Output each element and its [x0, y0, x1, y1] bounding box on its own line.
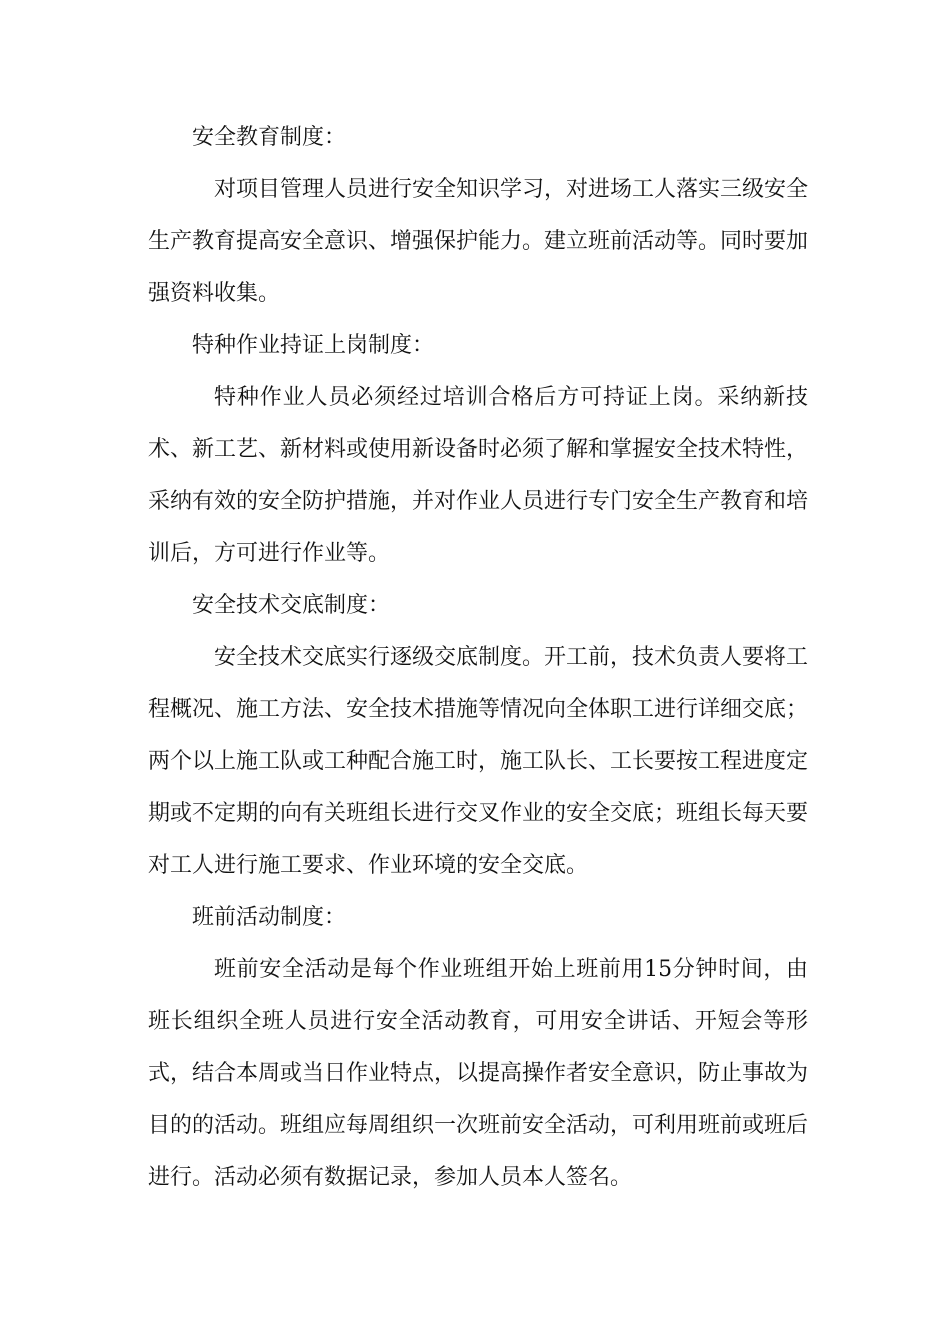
section-safety-education: [148, 112, 808, 320]
section-paragraph: 班前安全活动是每个作业班组开始上班前用15分钟时间，由班长组织全班人员进行安全活动教育，可用安全讲话、开短会等形式，结合本周或当日作业特点，以提高操作者安全意识，防止事故为目的的活动。班组应每周组织一次班前安全活动，可利用班前或班后进行。活动必须有数据记录，参加人员本人签名。: [148, 957, 809, 1190]
section-paragraph: 安全技术交底实行逐级交底制度。开工前，技术负责人要将工程概况、施工方法、安全技术措施等情况向全体职工进行详细交底；两个以上施工队或工种配合施工时，施工队长、工长要按工程进度定期或不定期的向有关班组长进行交叉作业的安全交底；班组长每天要对工人进行施工要求、作业环境的安全交底。: [148, 645, 809, 878]
document-body: [148, 112, 808, 1204]
section-pre-shift-activity: [148, 892, 808, 1204]
section-heading: 班前活动制度：: [192, 905, 347, 930]
section-heading: 特种作业持证上岗制度：: [192, 333, 435, 358]
section-safety-technical-briefing: [148, 580, 808, 892]
section-special-operation-certification: [148, 320, 808, 580]
section-paragraph: 特种作业人员必须经过培训合格后方可持证上岗。采纳新技术、新工艺、新材料或使用新设备时必须了解和掌握安全技术特性，采纳有效的安全防护措施，并对作业人员进行专门安全生产教育和培训后，方可进行作业等。: [148, 385, 809, 566]
section-paragraph: 对项目管理人员进行安全知识学习，对进场工人落实三级安全生产教育提高安全意识、增强保护能力。建立班前活动等。同时要加强资料收集。: [148, 177, 809, 306]
section-heading: 安全教育制度：: [192, 125, 347, 150]
section-heading: 安全技术交底制度：: [192, 593, 391, 618]
